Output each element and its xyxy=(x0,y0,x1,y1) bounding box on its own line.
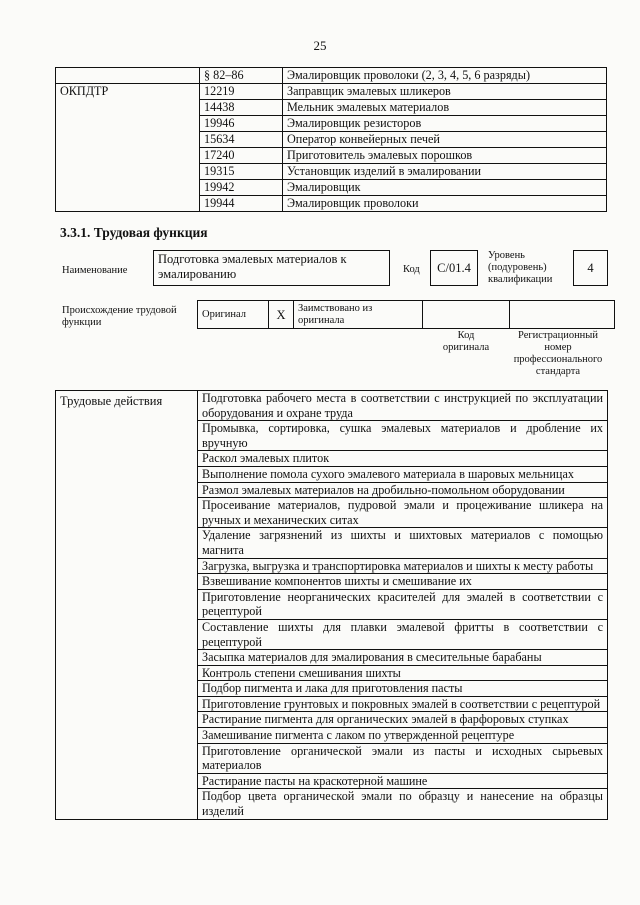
occupation-name-cell: Мельник эмалевых материалов xyxy=(283,100,607,116)
codes-row xyxy=(56,84,607,100)
labor-action-item: Промывка, сортировка, сушка эмалевых материалов и дробление их вручную xyxy=(198,421,608,451)
reg-caption: Регистрационный номер профессионального стандарта xyxy=(513,330,603,377)
code-box: C/01.4 xyxy=(430,250,478,286)
code-cell: 14438 xyxy=(200,100,283,116)
function-name-box: Подготовка эмалевых материалов к эмалированию xyxy=(153,250,390,286)
codes-row xyxy=(56,68,607,84)
labor-action-item: Просеивание материалов, пудровой эмали и процеживание шликера на ручных и механических ситах xyxy=(198,498,608,528)
origin-table xyxy=(197,300,615,329)
code-cell: 19315 xyxy=(200,164,283,180)
borrowed-cell: Заимствовано из оригинала xyxy=(294,301,423,329)
codes-row xyxy=(56,196,607,212)
labor-action-item: Приготовление неорганических красителей для эмалей в соответствии с рецептурой xyxy=(198,589,608,619)
code-cell: 19944 xyxy=(200,196,283,212)
empty-cell xyxy=(56,164,200,180)
codes-row xyxy=(56,164,607,180)
code-cell: 19942 xyxy=(200,180,283,196)
codes-row xyxy=(56,180,607,196)
labor-action-item: Подготовка рабочего места в соответствии с инструкцией по эксплуатации оборудования и охране труда xyxy=(198,391,608,421)
section-heading: 3.3.1. Трудовая функция xyxy=(60,225,208,240)
empty-cell xyxy=(56,68,200,84)
codes-row xyxy=(56,132,607,148)
labor-action-item: Контроль степени смешивания шихты xyxy=(198,665,608,681)
okpdtr-label: ОКПДТР xyxy=(56,84,200,100)
code-cell: 19946 xyxy=(200,116,283,132)
codes-row xyxy=(56,116,607,132)
code-cell: § 82–86 xyxy=(200,68,283,84)
labor-action-item: Загрузка, выгрузка и транспортировка материалов и шихты к месту работы xyxy=(198,558,608,574)
occupation-name-cell: Оператор конвейерных печей xyxy=(283,132,607,148)
empty-cell xyxy=(56,180,200,196)
original-cell: Оригинал xyxy=(198,301,269,329)
occupation-name-cell: Заправщик эмалевых шликеров xyxy=(283,84,607,100)
page-number: 25 xyxy=(313,38,327,53)
occupation-name-cell: Эмалировщик проволоки xyxy=(283,196,607,212)
codes-row xyxy=(56,148,607,164)
occupation-name-cell: Эмалировщик проволоки (2, 3, 4, 5, 6 разряды) xyxy=(283,68,607,84)
labor-actions-table xyxy=(55,390,608,820)
labor-action-item: Подбор пигмента и лака для приготовления пасты xyxy=(198,681,608,697)
labor-action-item: Взвешивание компонентов шихты и смешивание их xyxy=(198,574,608,590)
labor-action-item: Растирание пасты на краскотерной машине xyxy=(198,773,608,789)
code-cell: 17240 xyxy=(200,148,283,164)
labor-action-item: Приготовление органической эмали из пасты и исходных сырьевых материалов xyxy=(198,743,608,773)
level-label: Уровень (подуровень) квалификации xyxy=(488,250,553,285)
naming-label: Наименование xyxy=(62,265,128,276)
labor-action-item: Приготовление грунтовых и покровных эмалей в соответствии с рецептурой xyxy=(198,696,608,712)
labor-action-item: Составление шихты для плавки эмалевой фритты в соответствии с рецептурой xyxy=(198,619,608,649)
empty-cell xyxy=(56,100,200,116)
labor-action-item: Засыпка материалов для эмалирования в смесительные барабаны xyxy=(198,650,608,666)
labor-action-item: Размол эмалевых материалов на дробильно-помольном оборудовании xyxy=(198,482,608,498)
labor-action-item: Растирание пигмента для органических эмалей в фарфоровых ступках xyxy=(198,712,608,728)
labor-action-item: Подбор цвета органической эмали по образцу и нанесение на образцы изделий xyxy=(198,789,608,819)
labor-actions-label: Трудовые действия xyxy=(56,391,198,820)
codes-row xyxy=(56,100,607,116)
labor-action-item: Удаление загрязнений из шихты и шихтовых материалов с помощью магнита xyxy=(198,528,608,558)
empty-cell xyxy=(56,196,200,212)
okpdtr-codes-table xyxy=(55,67,607,212)
original-mark: X xyxy=(269,301,294,329)
empty-cell xyxy=(56,148,200,164)
original-code-cell xyxy=(423,301,510,329)
code-cell: 12219 xyxy=(200,84,283,100)
empty-cell xyxy=(56,116,200,132)
code-cell: 15634 xyxy=(200,132,283,148)
origin-label: Происхождение трудовой функции xyxy=(62,305,177,328)
labor-action-row xyxy=(56,391,608,421)
occupation-name-cell: Эмалировщик xyxy=(283,180,607,196)
occupation-name-cell: Приготовитель эмалевых порошков xyxy=(283,148,607,164)
labor-action-item: Выполнение помола сухого эмалевого материала в шаровых мельницах xyxy=(198,466,608,482)
occupation-name-cell: Эмалировщик резисторов xyxy=(283,116,607,132)
reg-number-cell xyxy=(510,301,615,329)
labor-action-item: Раскол эмалевых плиток xyxy=(198,451,608,467)
code-caption: Код оригинала xyxy=(442,330,490,353)
occupation-name-cell: Установщик изделий в эмалировании xyxy=(283,164,607,180)
empty-cell xyxy=(56,132,200,148)
code-label: Код xyxy=(403,264,420,275)
level-box: 4 xyxy=(573,250,608,286)
labor-action-item: Замешивание пигмента с лаком по утвержденной рецептуре xyxy=(198,728,608,744)
